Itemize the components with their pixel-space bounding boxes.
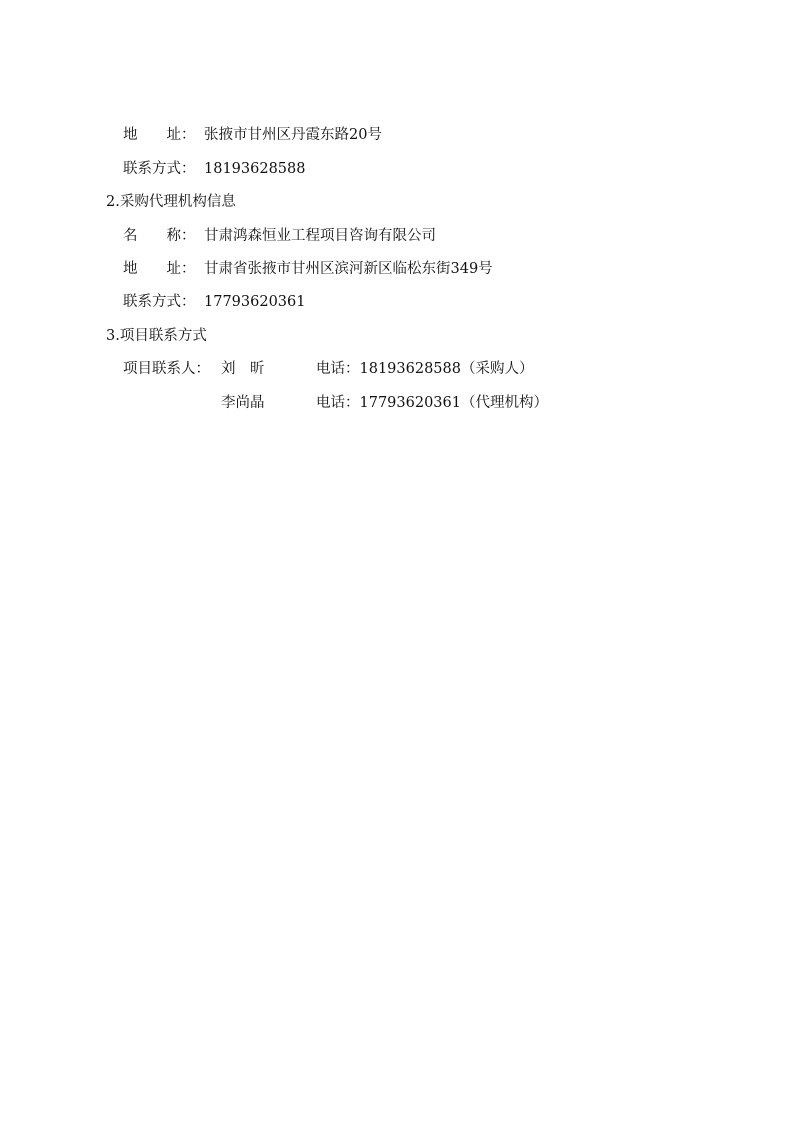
project-contact-person2-name: 李尚晶 [221,395,265,411]
project-contact-heading: 3.项目联系方式 [106,328,207,344]
project-contact-person2-phone: 电话：17793620361（代理机构） [316,395,548,411]
agency-contact-value: 17793620361 [204,294,306,310]
agency-name-row [123,226,483,246]
agency-contact-label: 联系方式： [123,294,196,310]
purchaser-address-row [123,125,423,145]
agency-address-row [123,259,543,279]
agency-heading: 2.采购代理机构信息 [106,194,236,210]
purchaser-address-label: 地 址： [123,127,196,143]
project-contact-person1-phone: 电话：18193628588（采购人） [316,361,534,377]
agency-name-label: 名 称： [123,228,196,244]
project-contact-row-1 [123,359,563,379]
agency-address-value: 甘肃省张掖市甘州区滨河新区临松东街349号 [204,261,493,277]
agency-name-value: 甘肃鸿森恒业工程项目咨询有限公司 [204,228,436,244]
agency-contact-row [123,292,323,312]
project-contact-row-2 [123,393,563,413]
project-contact-label: 项目联系人： [123,361,210,377]
purchaser-address-value: 张掖市甘州区丹霞东路20号 [204,127,382,143]
purchaser-contact-value: 18193628588 [204,161,306,177]
purchaser-contact-label: 联系方式： [123,161,196,177]
project-contact-person1-name: 刘 昕 [221,361,265,377]
purchaser-contact-row [123,159,323,179]
agency-address-label: 地 址： [123,261,196,277]
